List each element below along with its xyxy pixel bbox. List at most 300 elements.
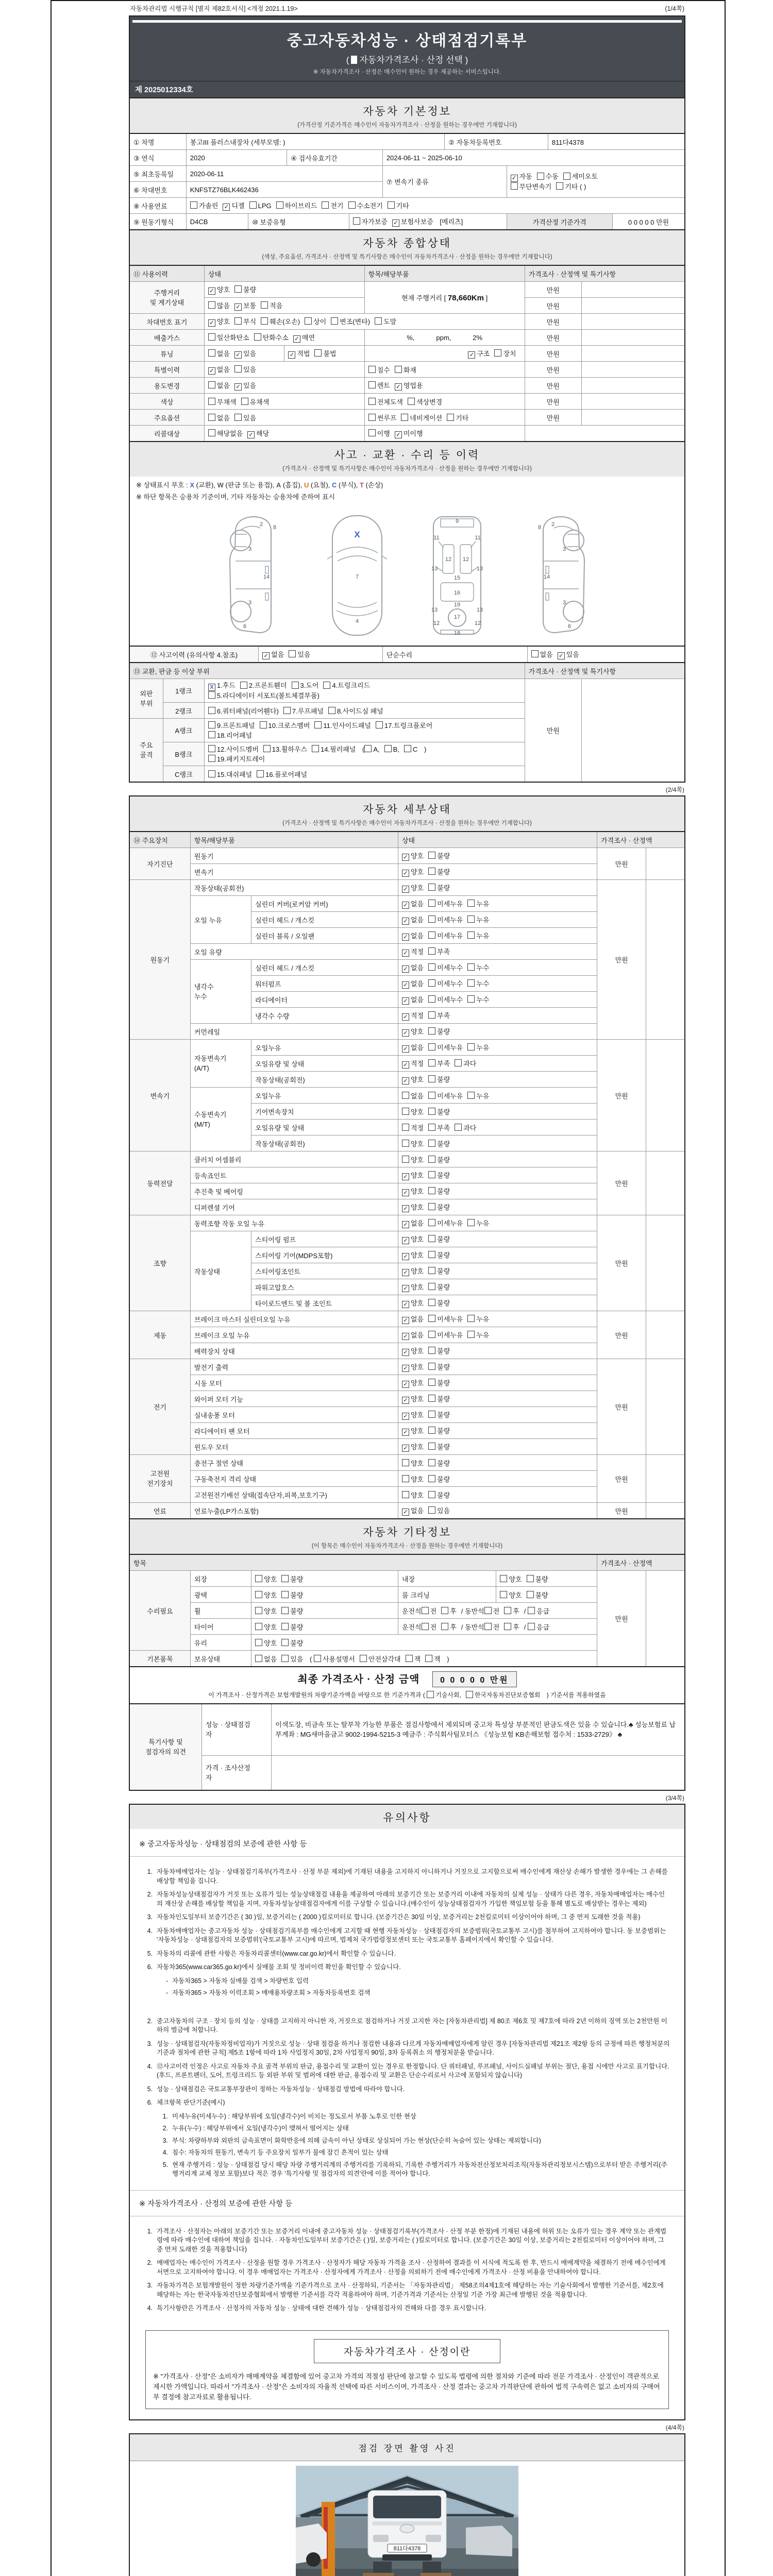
checkbox-미세누수[interactable]: 미세누수: [428, 964, 463, 972]
checkbox-없음[interactable]: ✓ 없음: [402, 900, 424, 908]
checkbox-무단변속기[interactable]: 무단변속기: [511, 183, 552, 191]
checkbox-icon[interactable]: ✓: [402, 1045, 409, 1053]
checkbox-icon[interactable]: [427, 1691, 434, 1698]
checkbox-후[interactable]: 후: [441, 1623, 457, 1631]
checkbox-icon[interactable]: [289, 650, 296, 657]
checkbox-양호[interactable]: 양호: [255, 1607, 277, 1615]
checkbox-누수[interactable]: 누수: [467, 964, 489, 972]
checkbox-후[interactable]: 후: [504, 1607, 519, 1615]
checkbox-icon[interactable]: ✓: [223, 204, 230, 211]
checkbox-icon[interactable]: ✓: [402, 1509, 409, 1516]
checkbox-icon[interactable]: [428, 1491, 435, 1498]
checkbox-icon[interactable]: [331, 317, 338, 325]
checkbox-icon[interactable]: [467, 1092, 475, 1099]
checkbox-icon[interactable]: [388, 201, 395, 209]
checkbox-icon[interactable]: [402, 1491, 409, 1498]
checkbox-icon[interactable]: ✓: [208, 367, 215, 375]
checkbox-잭[interactable]: 잭: [425, 1655, 441, 1663]
checkbox-5.라디에이터 서포트(볼트체결부품)[interactable]: 5.라디에이터 서포트(볼트체결부품): [208, 692, 320, 700]
checkbox-icon[interactable]: [322, 201, 329, 209]
checkbox-icon[interactable]: [422, 1607, 429, 1614]
checkbox-icon[interactable]: [255, 1655, 262, 1662]
checkbox-icon[interactable]: [234, 285, 242, 293]
checkbox-무채색[interactable]: 무채색: [208, 398, 237, 406]
checkbox-없음[interactable]: ✓ 없음: [402, 1219, 424, 1227]
checkbox-과다[interactable]: 과다: [455, 1060, 476, 1067]
checkbox-icon[interactable]: [402, 1140, 409, 1147]
checkbox-불량[interactable]: 불량: [281, 1607, 303, 1615]
checkbox-유채색[interactable]: 유채색: [241, 398, 270, 406]
checkbox-12.사이드멤버[interactable]: 12.사이드멤버: [208, 745, 259, 753]
checkbox-icon[interactable]: [208, 301, 215, 309]
checkbox-icon[interactable]: [428, 1124, 435, 1131]
checkbox-미세누유[interactable]: 미세누유: [428, 916, 463, 924]
checkbox-icon[interactable]: [428, 1411, 435, 1418]
checkbox-icon[interactable]: [531, 650, 539, 657]
checkbox-icon[interactable]: [281, 1623, 289, 1630]
checkbox-icon[interactable]: [208, 707, 215, 714]
checkbox-icon[interactable]: [428, 1443, 435, 1450]
checkbox-부족[interactable]: 부족: [428, 1124, 450, 1132]
checkbox-icon[interactable]: [428, 1506, 435, 1514]
checkbox-icon[interactable]: ✓: [234, 303, 242, 311]
checkbox-도말[interactable]: 도말: [375, 318, 396, 326]
checkbox-icon[interactable]: ✓: [402, 981, 409, 989]
checkbox-부식[interactable]: 부식: [234, 318, 256, 326]
checkbox-icon[interactable]: ✓: [395, 431, 402, 438]
checkbox-icon[interactable]: ✓: [402, 1397, 409, 1404]
checkbox-불량[interactable]: 불량: [428, 1172, 450, 1179]
checkbox-B,[interactable]: B,: [384, 745, 399, 753]
checkbox-누유[interactable]: 누유: [467, 1315, 489, 1323]
checkbox-icon[interactable]: [208, 381, 215, 388]
checkbox-있음[interactable]: 있음: [234, 366, 256, 374]
checkbox-전[interactable]: 전: [422, 1607, 437, 1615]
checkbox-icon[interactable]: [441, 1607, 448, 1614]
checkbox-icon[interactable]: ✓: [208, 287, 215, 295]
checkbox-부족[interactable]: 부족: [428, 1012, 450, 1020]
checkbox-icon[interactable]: ✓: [402, 1221, 409, 1228]
checkbox-불량[interactable]: 불량: [234, 286, 256, 294]
checkbox-양호[interactable]: 양호: [255, 1575, 277, 1583]
checkbox-icon[interactable]: [428, 1459, 435, 1466]
checkbox-불량[interactable]: 불량: [428, 1156, 450, 1164]
checkbox-icon[interactable]: ✓: [208, 319, 215, 327]
checkbox-없음[interactable]: 없음: [208, 414, 230, 422]
checkbox-기술사회,[interactable]: 기술사회,: [427, 1691, 461, 1699]
checkbox-불량[interactable]: 불량: [428, 1140, 450, 1148]
checkbox-미세누유[interactable]: 미세누유: [428, 1315, 463, 1323]
checkbox-양호[interactable]: ✓ 양호: [402, 1172, 424, 1179]
checkbox-전[interactable]: 전: [484, 1607, 500, 1615]
checkbox-7.루프패널[interactable]: 7.루프패널: [283, 707, 324, 715]
checkbox-icon[interactable]: [281, 1639, 289, 1646]
checkbox-불량[interactable]: 불량: [428, 1251, 450, 1259]
checkbox-icon[interactable]: ✓: [402, 854, 409, 861]
checkbox-미세누유[interactable]: 미세누유: [428, 900, 463, 908]
checkbox-과다[interactable]: 과다: [455, 1124, 476, 1132]
checkbox-icon[interactable]: [406, 1655, 413, 1662]
checkbox-15.대쉬패널[interactable]: 15.대쉬패널: [208, 771, 252, 778]
checkbox-icon[interactable]: [255, 1575, 262, 1582]
checkbox-icon[interactable]: [402, 1475, 409, 1482]
checkbox-icon[interactable]: ✓: [234, 383, 242, 391]
checkbox-양호[interactable]: 양호: [255, 1591, 277, 1599]
checkbox-icon[interactable]: [402, 1108, 409, 1115]
checkbox-있음[interactable]: ✓ 있음: [234, 382, 256, 389]
checkbox-icon[interactable]: [428, 1347, 435, 1354]
checkbox-양호[interactable]: ✓ 양호: [402, 884, 424, 892]
checkbox-불량[interactable]: 불량: [428, 1188, 450, 1195]
checkbox-icon[interactable]: [368, 366, 376, 373]
checkbox-일산화탄소[interactable]: 일산화탄소: [208, 334, 249, 342]
checkbox-안전삼각대[interactable]: 안전삼각대: [360, 1655, 401, 1663]
checkbox-icon[interactable]: ✓: [402, 950, 409, 957]
checkbox-불량[interactable]: 불량: [428, 1492, 450, 1499]
checkbox-icon[interactable]: [323, 682, 330, 689]
checkbox-icon[interactable]: [484, 1623, 492, 1630]
checkbox-icon[interactable]: ✓: [395, 383, 402, 391]
checkbox-icon[interactable]: [467, 1219, 475, 1226]
checkbox-자가보증[interactable]: 자가보증: [353, 218, 388, 226]
checkbox-icon[interactable]: [208, 398, 215, 405]
checkbox-색상변경[interactable]: 색상변경: [408, 398, 442, 406]
checkbox-icon[interactable]: ✓: [402, 1029, 409, 1037]
checkbox-불량[interactable]: 불량: [428, 1283, 450, 1291]
checkbox-icon[interactable]: [402, 1156, 409, 1163]
checkbox-수소전기[interactable]: 수소전기: [348, 202, 383, 210]
checkbox-상이[interactable]: 상이: [305, 318, 326, 326]
checkbox-양호[interactable]: ✓ 양호: [402, 1283, 424, 1291]
checkbox-icon[interactable]: ✓: [402, 1253, 409, 1260]
checkbox-icon[interactable]: [428, 979, 435, 987]
checkbox-icon[interactable]: [402, 1124, 409, 1131]
checkbox-icon[interactable]: [353, 217, 360, 225]
checkbox-icon[interactable]: [281, 1607, 289, 1614]
checkbox-icon[interactable]: [428, 1140, 435, 1147]
checkbox-양호[interactable]: ✓ 양호: [402, 1299, 424, 1307]
checkbox-icon[interactable]: ✓: [402, 997, 409, 1005]
checkbox-불량[interactable]: 불량: [428, 1443, 450, 1451]
checkbox-icon[interactable]: [281, 1655, 289, 1662]
checkbox-불량[interactable]: 불량: [428, 1363, 450, 1371]
checkbox-불량[interactable]: 불량: [428, 1267, 450, 1275]
checkbox-침수[interactable]: 침수: [368, 366, 390, 374]
checkbox-양호[interactable]: ✓ 양호: [402, 1204, 424, 1211]
checkbox-icon[interactable]: ✓: [288, 351, 295, 359]
checkbox-icon[interactable]: ✓: [262, 652, 270, 659]
checkbox-응급[interactable]: 응급: [528, 1607, 549, 1615]
checkbox-양호[interactable]: ✓ 양호: [402, 852, 424, 860]
checkbox-불량[interactable]: 불량: [281, 1623, 303, 1631]
checkbox-icon[interactable]: ✓: [402, 1301, 409, 1308]
checkbox-썬루프[interactable]: 썬루프: [368, 414, 397, 422]
checkbox-icon[interactable]: [428, 1235, 435, 1242]
checkbox-불량[interactable]: 불량: [527, 1575, 548, 1583]
checkbox-icon[interactable]: [467, 995, 475, 1003]
checkbox-하이브리드[interactable]: 하이브리드: [276, 202, 317, 210]
checkbox-양호[interactable]: 양호: [500, 1575, 522, 1583]
checkbox-없음[interactable]: ✓ 없음: [402, 1331, 424, 1339]
checkbox-icon[interactable]: [428, 852, 435, 859]
checkbox-icon[interactable]: [428, 1219, 435, 1226]
checkbox-많음[interactable]: 많음: [208, 302, 230, 310]
checkbox-icon[interactable]: [281, 1591, 289, 1598]
checkbox-icon[interactable]: ✓: [558, 652, 565, 659]
checkbox-icon[interactable]: [428, 1027, 435, 1035]
checkbox-양호[interactable]: ✓ 양호: [402, 1379, 424, 1387]
checkbox-icon[interactable]: [404, 745, 411, 752]
checkbox-2.프론트휀더[interactable]: 2.프론트휀더: [240, 682, 287, 689]
checkbox-icon[interactable]: [305, 317, 312, 325]
checkbox-icon[interactable]: ✓: [468, 351, 475, 359]
checkbox-보험사보증[interactable]: ✓ 보험사보증: [392, 218, 433, 226]
checkbox-네비게이션[interactable]: 네비게이션: [401, 414, 442, 422]
checkbox-icon[interactable]: [312, 745, 319, 752]
checkbox-icon[interactable]: ✓: [234, 351, 242, 359]
checkbox-icon[interactable]: [428, 1092, 435, 1099]
checkbox-icon[interactable]: ✓: [402, 870, 409, 877]
checkbox-없음[interactable]: 없음: [208, 382, 230, 389]
checkbox-icon[interactable]: [428, 1011, 435, 1019]
checkbox-icon[interactable]: [384, 745, 392, 752]
checkbox-구조[interactable]: ✓ 구조: [468, 350, 490, 358]
checkbox-icon[interactable]: [428, 1108, 435, 1115]
checkbox-불량[interactable]: 불량: [428, 1076, 450, 1083]
checkbox-불량[interactable]: 불량: [527, 1591, 548, 1599]
checkbox-icon[interactable]: ✓: [402, 1429, 409, 1436]
checkbox-icon[interactable]: [428, 900, 435, 907]
checkbox-icon[interactable]: [260, 721, 267, 728]
checkbox-있음[interactable]: ✓ 있음: [234, 350, 256, 358]
checkbox-icon[interactable]: ✓: [402, 1381, 409, 1388]
checkbox-없음[interactable]: ✓ 없음: [402, 916, 424, 924]
checkbox-icon[interactable]: ✓: [392, 219, 399, 227]
checkbox-icon[interactable]: [428, 884, 435, 891]
checkbox-양호[interactable]: ✓ 양호: [402, 1028, 424, 1036]
checkbox-4.트렁크리드[interactable]: 4.트렁크리드: [323, 682, 370, 689]
checkbox-없음[interactable]: ✓ 없음: [208, 366, 230, 374]
checkbox-변조(변타)[interactable]: 변조(변타): [331, 318, 370, 326]
checkbox-6.쿼터패널(리어휀다)[interactable]: 6.쿼터패널(리어휀다): [208, 707, 279, 715]
checkbox-icon[interactable]: [402, 1092, 409, 1099]
checkbox-1.후드[interactable]: X 1.후드: [208, 682, 236, 689]
checkbox-기타[interactable]: 기타: [447, 414, 468, 422]
checkbox-icon[interactable]: [208, 333, 215, 341]
checkbox-icon[interactable]: [467, 963, 475, 971]
checkbox-icon[interactable]: [467, 979, 475, 987]
checkbox-icon[interactable]: ✓: [402, 1285, 409, 1292]
checkbox-icon[interactable]: [455, 1124, 462, 1131]
checkbox-디젤[interactable]: ✓ 디젤: [223, 202, 244, 210]
checkbox-icon[interactable]: [467, 1043, 475, 1050]
checkbox-불량[interactable]: 불량: [281, 1639, 303, 1647]
checkbox-기타[interactable]: 기타: [388, 202, 409, 210]
checkbox-16.플로어패널[interactable]: 16.플로어패널: [257, 771, 307, 778]
checkbox-icon[interactable]: [208, 731, 215, 738]
checkbox-icon[interactable]: ✓: [511, 175, 518, 182]
checkbox-icon[interactable]: [428, 1187, 435, 1194]
checkbox-불량[interactable]: 불량: [428, 1028, 450, 1036]
checkbox-icon[interactable]: [428, 1156, 435, 1163]
checkbox-icon[interactable]: [528, 1623, 535, 1630]
checkbox-icon[interactable]: [428, 1059, 435, 1066]
checkbox-불량[interactable]: 불량: [428, 1476, 450, 1483]
checkbox-불량[interactable]: 불량: [428, 1299, 450, 1307]
checkbox-icon[interactable]: ✓: [402, 1445, 409, 1452]
checkbox-불량[interactable]: 불량: [428, 1427, 450, 1435]
checkbox-A,[interactable]: A,: [364, 745, 379, 753]
checkbox-없음[interactable]: ✓ 없음: [402, 1507, 424, 1515]
checkbox-icon[interactable]: [428, 916, 435, 923]
checkbox-양호[interactable]: ✓ 양호: [402, 1076, 424, 1083]
checkbox-icon[interactable]: ✓: [402, 1317, 409, 1324]
checkbox-전기[interactable]: 전기: [322, 202, 343, 210]
checkbox-icon[interactable]: ✓: [402, 1189, 409, 1196]
checkbox-한국자동차진단보증협회[interactable]: 한국자동차진단보증협회: [466, 1691, 541, 1699]
checkbox-icon[interactable]: [428, 1299, 435, 1306]
checkbox-탄화수소[interactable]: 탄화수소: [254, 334, 289, 342]
checkbox-icon[interactable]: [494, 349, 501, 357]
checkbox-icon[interactable]: [255, 1623, 262, 1630]
checkbox-양호[interactable]: 양호: [255, 1623, 277, 1631]
checkbox-icon[interactable]: ✓: [402, 1269, 409, 1276]
checkbox-양호[interactable]: 양호: [402, 1460, 424, 1467]
checkbox-icon[interactable]: [261, 301, 268, 309]
checkbox-있음[interactable]: 있음: [234, 414, 256, 422]
checkbox-icon[interactable]: ✓: [402, 1365, 409, 1372]
checkbox-icon[interactable]: [368, 429, 376, 436]
checkbox-양호[interactable]: ✓ 양호: [402, 1188, 424, 1195]
checkbox-icon[interactable]: [428, 1075, 435, 1082]
checkbox-양호[interactable]: 양호: [255, 1639, 277, 1647]
checkbox-icon[interactable]: [401, 414, 408, 421]
checkbox-있음[interactable]: 있음: [428, 1507, 450, 1515]
checkbox-적정[interactable]: 적정: [402, 1124, 424, 1132]
checkbox-LPG[interactable]: LPG: [249, 202, 272, 210]
checkbox-누수[interactable]: 누수: [467, 996, 489, 1004]
checkbox-icon[interactable]: ✓: [247, 431, 255, 438]
checkbox-양호[interactable]: ✓ 양호: [208, 318, 230, 326]
checkbox-부족[interactable]: 부족: [428, 948, 450, 956]
checkbox-icon[interactable]: [395, 366, 402, 373]
checkbox-적정[interactable]: ✓ 적정: [402, 1060, 424, 1067]
checkbox-누유[interactable]: 누유: [467, 1219, 489, 1227]
checkbox-이행[interactable]: 이행: [368, 430, 390, 437]
checkbox-누유[interactable]: 누유: [467, 916, 489, 924]
checkbox-없음[interactable]: ✓ 없음: [402, 996, 424, 1004]
checkbox-icon[interactable]: [408, 398, 415, 405]
checkbox-icon[interactable]: [511, 182, 518, 190]
checkbox-icon[interactable]: [376, 721, 383, 728]
checkbox-icon[interactable]: [527, 1591, 534, 1598]
checkbox-icon[interactable]: [208, 745, 215, 752]
checkbox-icon[interactable]: [283, 707, 291, 714]
checkbox-icon[interactable]: [428, 1379, 435, 1386]
checkbox-양호[interactable]: ✓ 양호: [402, 1427, 424, 1435]
checkbox-icon[interactable]: [368, 381, 376, 388]
checkbox-미세누유[interactable]: 미세누유: [428, 1331, 463, 1339]
checkbox-불량[interactable]: 불량: [428, 1379, 450, 1387]
checkbox-양호[interactable]: ✓ 양호: [402, 1251, 424, 1259]
checkbox-후[interactable]: 후: [441, 1607, 457, 1615]
checkbox-없음[interactable]: 없음: [255, 1655, 277, 1663]
checkbox-icon[interactable]: ✓: [402, 1237, 409, 1244]
checkbox-전체도색[interactable]: 전체도색: [368, 398, 403, 406]
checkbox-icon[interactable]: [348, 201, 356, 209]
checkbox-icon[interactable]: [428, 1427, 435, 1434]
checkbox-미세누수[interactable]: 미세누수: [428, 980, 463, 988]
checkbox-누유[interactable]: 누유: [467, 900, 489, 908]
checkbox-해당[interactable]: ✓ 해당: [247, 430, 269, 437]
checkbox-icon[interactable]: ✓: [402, 1173, 409, 1180]
checkbox-14.필러패널[interactable]: 14.필러패널: [312, 745, 356, 753]
checkbox-양호[interactable]: ✓ 양호: [402, 1443, 424, 1451]
checkbox-화재[interactable]: 화재: [395, 366, 416, 374]
checkbox-icon[interactable]: [500, 1591, 507, 1598]
checkbox-자동[interactable]: ✓ 자동: [511, 173, 532, 180]
checkbox-icon[interactable]: [360, 1655, 367, 1662]
checkbox-icon[interactable]: [428, 1331, 435, 1338]
checkbox-19.패키지트레이[interactable]: 19.패키지트레이: [208, 755, 265, 763]
checkbox-세미오토[interactable]: 세미오토: [563, 173, 598, 180]
checkbox-전[interactable]: 전: [422, 1623, 437, 1631]
checkbox-적정[interactable]: ✓ 적정: [402, 1012, 424, 1020]
checkbox-미세누유[interactable]: 미세누유: [428, 1044, 463, 1052]
checkbox-icon[interactable]: [375, 317, 382, 325]
checkbox-기타 ( )[interactable]: 기타 ( ): [556, 183, 586, 191]
checkbox-불량[interactable]: 불량: [428, 1108, 450, 1116]
checkbox-17.트렁크플로어[interactable]: 17.트렁크플로어: [376, 722, 432, 730]
checkbox-불량[interactable]: 불량: [428, 852, 450, 860]
checkbox-불량[interactable]: 불량: [281, 1591, 303, 1599]
checkbox-icon[interactable]: ✓: [402, 1061, 409, 1069]
checkbox-icon[interactable]: [556, 182, 563, 190]
checkbox-icon[interactable]: [528, 1607, 535, 1614]
checkbox-icon[interactable]: [234, 414, 242, 421]
checkbox-양호[interactable]: 양호: [402, 1492, 424, 1499]
checkbox-icon[interactable]: [208, 721, 215, 728]
checkbox-적법[interactable]: ✓ 적법: [288, 350, 310, 358]
checkbox-icon[interactable]: [428, 868, 435, 875]
checkbox-icon[interactable]: [425, 1655, 432, 1662]
checkbox-icon[interactable]: [234, 365, 242, 372]
checkbox-icon[interactable]: [281, 1575, 289, 1582]
checkbox-icon[interactable]: [208, 429, 215, 436]
checkbox-양호[interactable]: ✓ 양호: [402, 1411, 424, 1419]
checkbox-없음[interactable]: 없음: [402, 1092, 424, 1100]
checkbox-해당없음[interactable]: 해당없음: [208, 430, 243, 437]
checkbox-icon[interactable]: [314, 1655, 321, 1662]
checkbox-양호[interactable]: 양호: [402, 1140, 424, 1148]
checkbox-불량[interactable]: 불량: [428, 1347, 450, 1355]
checkbox-icon[interactable]: [466, 1691, 473, 1698]
checkbox-장치[interactable]: 장치: [494, 350, 516, 358]
checkbox-icon[interactable]: ✓: [402, 934, 409, 941]
checkbox-icon[interactable]: ✓: [402, 1205, 409, 1212]
checkbox-9.프론트패널[interactable]: 9.프론트패널: [208, 722, 255, 730]
checkbox-icon[interactable]: [467, 916, 475, 923]
checkbox-icon[interactable]: [208, 414, 215, 421]
checkbox-icon[interactable]: [368, 414, 376, 421]
checkbox-양호[interactable]: 양호: [402, 1108, 424, 1116]
checkbox-없음[interactable]: ✓ 없음: [402, 1044, 424, 1052]
checkbox-icon[interactable]: [428, 995, 435, 1003]
checkbox-icon[interactable]: ✓: [402, 886, 409, 893]
checkbox-icon[interactable]: ✓: [402, 918, 409, 925]
checkbox-누유[interactable]: 누유: [467, 932, 489, 940]
checkbox-icon[interactable]: [190, 201, 197, 209]
